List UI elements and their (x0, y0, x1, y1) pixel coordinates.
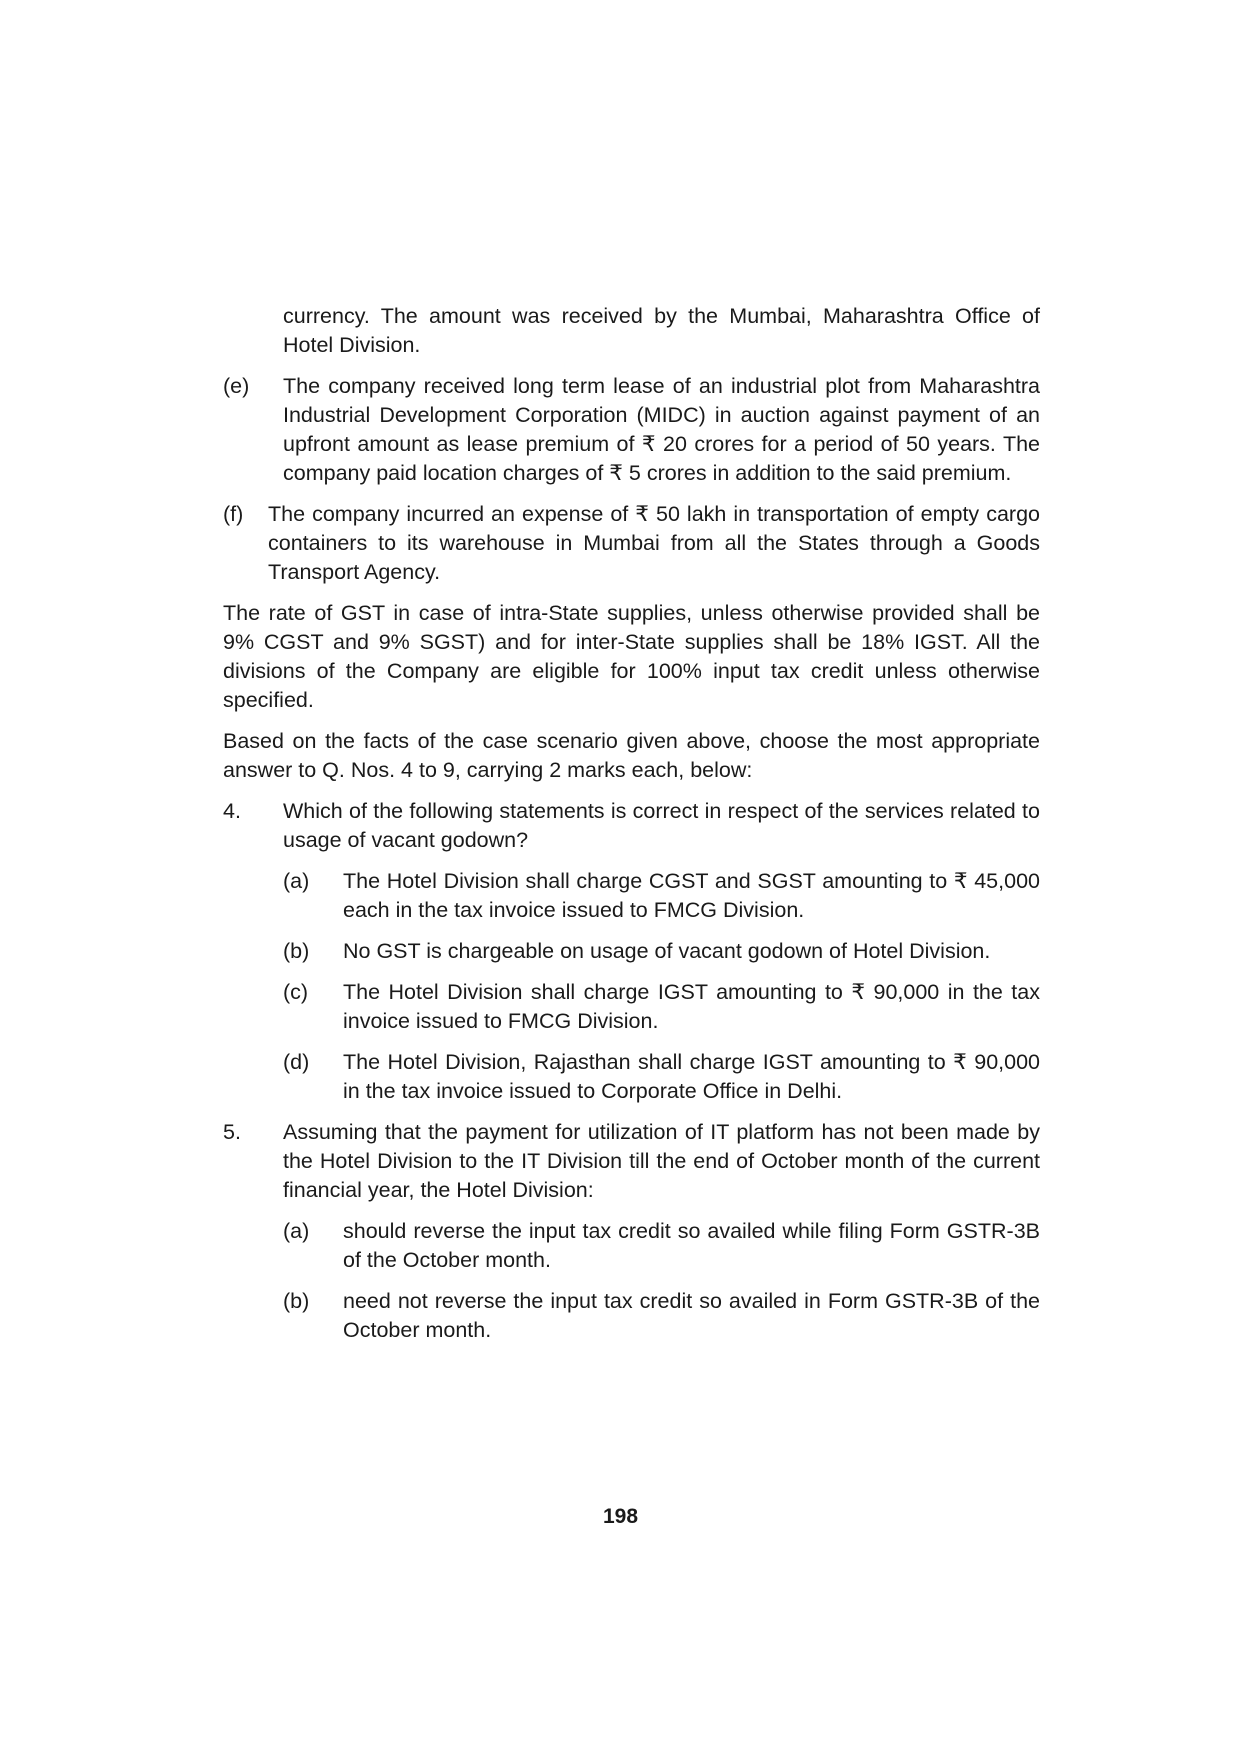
option-item (283, 1048, 1040, 1106)
option-text: need not reverse the input tax credit so availed in Form GSTR-3B of the October month. (343, 1289, 1040, 1342)
question-5 (223, 1118, 1040, 1345)
option-text: No GST is chargeable on usage of vacant godown of Hotel Division. (343, 939, 991, 963)
option-label: (d) (283, 1050, 310, 1074)
option-label: (a) (283, 1219, 310, 1243)
option-item (283, 1217, 1040, 1275)
option-text: The Hotel Division shall charge CGST and SGST amounting to ₹ 45,000 each in the tax invoice issued to FMCG Division. (343, 869, 1040, 922)
instructions-paragraph: Based on the facts of the case scenario given above, choose the most appropriate answer to Q. Nos. 4 to 9, carrying 2 marks each, below: (223, 729, 1040, 782)
fact-text: The company received long term lease of an industrial plot from Maharashtra Industrial Development Corporation (MIDC) in auction against payment of an upfront amount as lease premium of ₹ 20 crores for a period of 50 years. The company paid location charges of ₹ 5 crores in addition to the said premium. (283, 374, 1040, 485)
continued-paragraph: currency. The amount was received by the Mumbai, Maharashtra Office of Hotel Division. (283, 304, 1040, 357)
question-text: Assuming that the payment for utilization of IT platform has not been made by the Hotel Division to the IT Division till the end of October month of the current financial year, the Hotel Division: (283, 1120, 1040, 1202)
gst-rate-paragraph: The rate of GST in case of intra-State supplies, unless otherwise provided shall be 9% CGST and 9% SGST) and for inter-State supplies shall be 18% IGST. All the divisions of the Company are eligible for 100% input tax credit unless otherwise specified. (223, 601, 1040, 712)
fact-item-e (223, 372, 1040, 488)
fact-label: (f) (223, 502, 244, 526)
question-number: 5. (223, 1120, 241, 1144)
option-list (283, 867, 1040, 1106)
option-text: The Hotel Division shall charge IGST amounting to ₹ 90,000 in the tax invoice issued to FMCG Division. (343, 980, 1040, 1033)
option-label: (c) (283, 980, 309, 1004)
option-item (283, 978, 1040, 1036)
option-item (283, 937, 1040, 966)
fact-text: The company incurred an expense of ₹ 50 lakh in transportation of empty cargo containers to its warehouse in Mumbai from all the States through a Goods Transport Agency. (268, 502, 1040, 584)
option-text: should reverse the input tax credit so availed while filing Form GSTR-3B of the October month. (343, 1219, 1040, 1272)
fact-label: (e) (223, 374, 250, 398)
option-list (283, 1217, 1040, 1345)
option-text: The Hotel Division, Rajasthan shall charge IGST amounting to ₹ 90,000 in the tax invoice issued to Corporate Office in Delhi. (343, 1050, 1040, 1103)
page-number: 198 (602, 1505, 639, 1528)
option-item (283, 1287, 1040, 1345)
option-label: (b) (283, 939, 310, 963)
question-4 (223, 797, 1040, 1106)
option-label: (b) (283, 1289, 310, 1313)
question-text: Which of the following statements is correct in respect of the services related to usage of vacant godown? (283, 799, 1040, 852)
question-number: 4. (223, 799, 241, 823)
page-content (223, 302, 1040, 1357)
option-label: (a) (283, 869, 310, 893)
fact-item-f (223, 500, 1040, 587)
option-item (283, 867, 1040, 925)
